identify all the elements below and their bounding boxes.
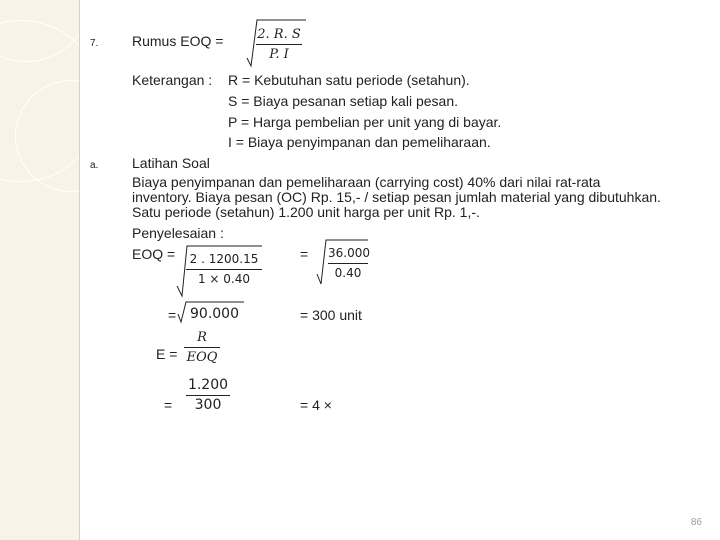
e-result: = 4 × [300,397,332,413]
legend-r: R = Kebutuhan satu periode (setahun). [228,72,470,88]
step1-denominator: 1 × 0.40 [197,272,251,286]
e-numerator: R [197,330,207,345]
eoq-denominator: P. I [269,47,289,62]
equals-sign: = [168,307,177,323]
item-number-7: 7. [90,38,99,49]
e-calc-numerator: 1.200 [187,377,229,393]
e-calc-denominator: 300 [194,397,222,413]
legend-intro: Keterangan : [132,72,213,88]
solution-label: Penyelesaian : [132,225,224,241]
equals-sign: = [164,397,173,413]
fraction-bar [184,347,220,348]
exercise-line-1: Biaya penyimpanan dan pemeliharaan (carrying cost) 40% dari nilai rat-rata [132,174,601,190]
legend-i: I = Biaya penyimpanan dan pemeliharaan. [228,134,491,150]
e-formula-fraction [184,329,220,366]
eoq-numerator: 2. R. S [257,27,301,42]
fraction-bar [256,44,302,45]
step1-numerator: 2 . 1200.15 [189,252,259,266]
eoq-step2-fraction [328,245,368,282]
eoq-calc-label: EOQ = [132,246,176,262]
legend-p: P = Harga pembelian per unit yang di bayar. [228,114,502,130]
exercise-title: Latihan Soal [132,155,210,171]
step2-numerator: 36.000 [328,246,370,260]
fraction-bar [186,269,262,270]
step3-value: 90.000 [190,306,239,322]
e-label: E = [156,346,178,362]
fraction-bar [328,263,368,264]
item-number-a: a. [90,160,99,171]
legend-s: S = Biaya pesanan setiap kali pesan. [228,93,458,109]
sidebar-divider [79,0,80,540]
equals-sign: = [300,246,309,262]
e-denominator: EOQ [186,350,218,365]
step2-denominator: 0.40 [334,266,362,280]
eoq-formula-label: Rumus EOQ = [132,33,224,49]
eoq-formula-fraction [256,26,302,63]
page-number: 86 [690,517,702,528]
exercise-line-3: Satu periode (setahun) 1.200 unit harga per unit Rp. 1,-. [132,204,480,220]
eoq-step1-fraction [186,251,262,288]
decorative-sidebar [0,0,79,540]
e-calc-fraction [186,377,230,414]
fraction-bar [186,395,230,396]
exercise-line-2: inventory. Biaya pesan (OC) Rp. 15,- / setiap pesan jumlah material yang dibutuhkan. [132,189,661,205]
eoq-result: = 300 unit [300,307,362,323]
